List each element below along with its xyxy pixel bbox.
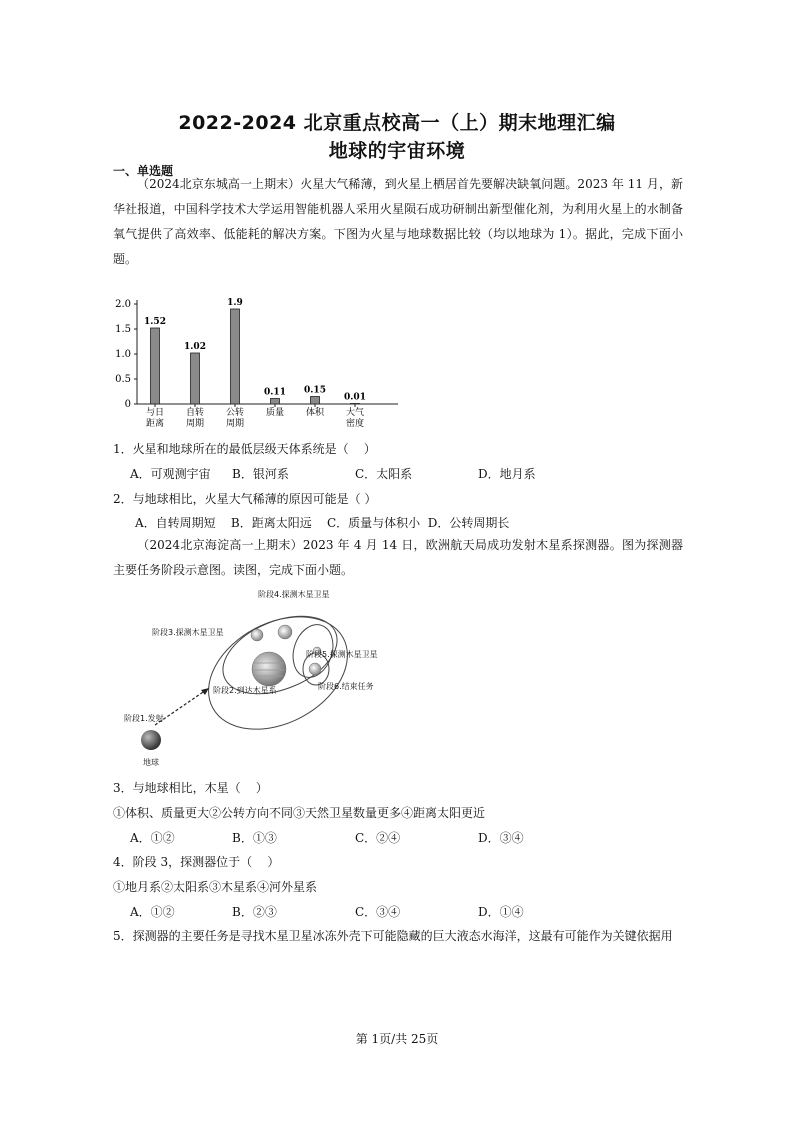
stage5-label: 阶段5.探测木星卫星	[306, 650, 378, 659]
category-label: 公转	[225, 408, 245, 418]
data-label: 0.11	[264, 387, 286, 398]
q3-option-b[interactable]: B．①③	[232, 831, 277, 845]
category-label: 密度	[345, 419, 365, 429]
stage3-label: 阶段3.探测木星卫星	[152, 628, 224, 637]
category-label: 质量	[265, 408, 285, 418]
stage6-label: 阶段6.结束任务	[318, 682, 374, 691]
q4-option-c[interactable]: C．③④	[355, 905, 401, 919]
passage-2-text: （2024北京海淀高一上期末）2023 年 4 月 14 日，欧洲航天局成功发射木星系探测器。图为探测器主要任务阶段示意图。读图，完成下面小题。	[113, 538, 683, 577]
moon-icon-4	[309, 663, 321, 675]
q2-stem: 2．与地球相比，火星大气稀薄的原因可能是（ ）	[113, 492, 377, 506]
category-label: 周期	[185, 419, 205, 429]
chart-bars	[144, 298, 366, 404]
q1-option-b[interactable]: B．银河系	[232, 467, 289, 481]
passage-1-text: （2024北京东城高一上期末）火星大气稀薄，到火星上栖居首先要解决缺氧问题。2023 年 11 月，新华社报道，中国科学技术大学运用智能机器人采用火星陨石成功研制出新型催化剂，为利用火星上的水制备氧气提供了高效率、低能耗的解决方案。下图为火星与地球数据比较（均以地球为 1）。据此，完成下面小题。	[113, 177, 683, 266]
data-label: 1.9	[227, 298, 243, 308]
q1-option-d[interactable]: D．地月系	[478, 467, 536, 481]
stage2-label: 阶段2.到达木星系	[213, 686, 277, 695]
data-label: 0.01	[344, 392, 366, 403]
bar	[271, 399, 280, 405]
page-title: 2022-2024 北京重点校高一（上）期末地理汇编	[178, 112, 616, 134]
bar	[311, 397, 320, 405]
bar	[351, 404, 360, 405]
bar	[151, 328, 160, 404]
category-label: 体积	[305, 408, 325, 418]
y-tick-label: 1.0	[115, 349, 131, 360]
page-subtitle: 地球的宇宙环境	[328, 140, 466, 162]
stage1-label: 阶段1.发射	[124, 714, 164, 723]
category-label: 与日	[145, 408, 165, 418]
q5-stem: 5．探测器的主要任务是寻找木星卫星冰冻外壳下可能隐藏的巨大液态水海洋，这最有可能作为关键依据用	[113, 929, 673, 943]
y-tick-label: 0	[124, 399, 131, 410]
q1-stem: 1．火星和地球所在的最低层级天体系统是（ ）	[113, 442, 376, 456]
data-label: 1.02	[184, 342, 206, 352]
category-label: 大气	[345, 408, 365, 418]
mars-earth-chart	[113, 292, 403, 432]
page-footer: 第 1页/共 25页	[355, 1032, 439, 1046]
category-label: 自转	[185, 408, 205, 418]
q4-statements: ①地月系②太阳系③木星系④河外星系	[113, 880, 318, 894]
data-label: 1.52	[144, 317, 166, 327]
jupiter-icon	[252, 652, 286, 686]
data-label: 0.15	[304, 385, 326, 396]
q3-option-d[interactable]: D．③④	[478, 831, 524, 845]
q4-option-b[interactable]: B．②③	[232, 905, 277, 919]
launch-arrow-icon	[201, 688, 209, 695]
category-label: 周期	[225, 419, 245, 429]
section-heading: 一、单选题	[113, 164, 174, 178]
passage-2	[113, 533, 683, 583]
probe-stages-diagram	[110, 585, 410, 770]
q4-option-a[interactable]: A．①②	[130, 905, 175, 919]
bar	[231, 309, 240, 404]
q1-option-c[interactable]: C．太阳系	[355, 467, 413, 481]
q1-option-a[interactable]: A．可观测宇宙	[130, 467, 211, 481]
moon-icon-1	[251, 629, 263, 641]
category-label: 距离	[145, 419, 165, 429]
q4-option-d[interactable]: D．①④	[478, 905, 524, 919]
y-tick-label: 1.5	[115, 324, 131, 335]
stage4-label: 阶段4.探测木星卫星	[258, 590, 330, 599]
earth-label: 地球	[143, 758, 159, 767]
q3-option-a[interactable]: A．①②	[130, 831, 175, 845]
y-tick-label: 2.0	[115, 299, 131, 310]
q3-stem: 3．与地球相比，木星（ ）	[113, 781, 268, 795]
q2-options[interactable]: A．自转周期短 B．距离太阳远 C．质量与体积小 D．公转周期长	[135, 516, 510, 530]
q3-statements: ①体积、质量更大②公转方向不同③天然卫星数量更多④距离太阳更近	[113, 806, 486, 820]
moon-icon-2	[278, 625, 292, 639]
y-tick-label: 0.5	[115, 374, 131, 385]
q4-stem: 4．阶段 3，探测器位于（ ）	[113, 855, 280, 869]
passage-1	[113, 172, 683, 272]
earth-icon	[141, 730, 161, 750]
q3-option-c[interactable]: C．②④	[355, 831, 401, 845]
bar	[191, 353, 200, 404]
